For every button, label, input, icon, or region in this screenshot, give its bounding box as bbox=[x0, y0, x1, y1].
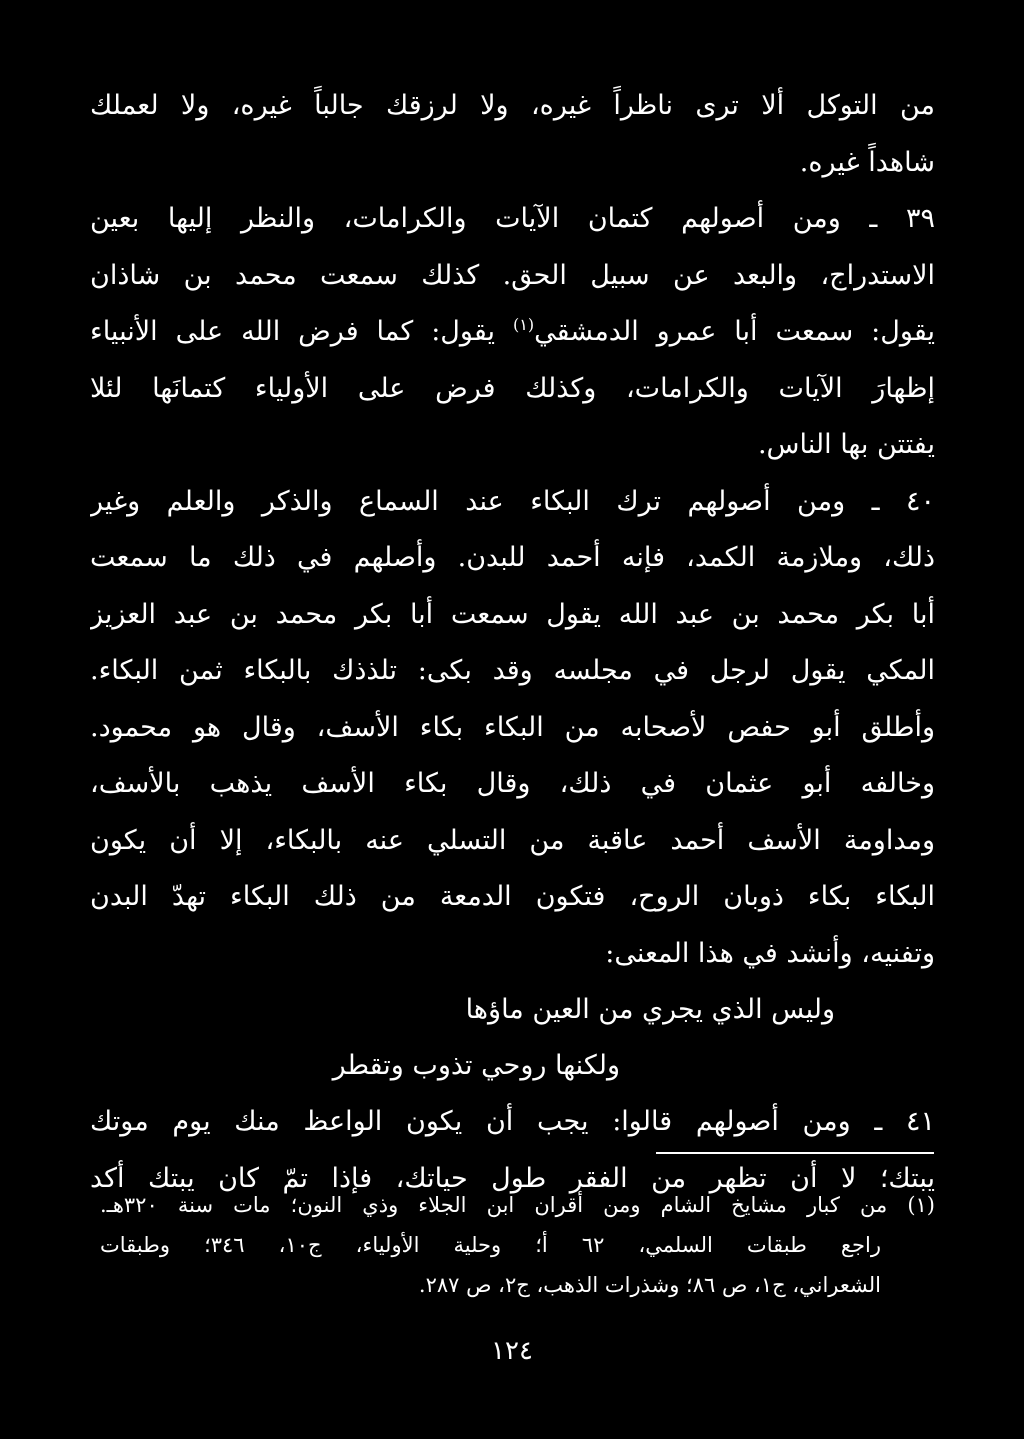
body-line-6: إظهارَ الآيات والكرامات، وكذلك فرض على الأولياء كتمانَها لئلا bbox=[90, 372, 935, 404]
body-line-9: ذلك، وملازمة الكمد، فإنه أحمد للبدن. وأصلهم في ذلك ما سمعت bbox=[90, 542, 935, 573]
body-line-5 bbox=[90, 304, 935, 361]
body-line-5-tail: يقول: كما فرض الله على الأنبياء bbox=[90, 316, 496, 347]
footnote-line-3: الشعراني، ج١، ص ٨٦؛ وشذرات الذهب، ج٢، ص ٢٨٧. bbox=[418, 1273, 881, 1297]
verse-line-1: وليس الذي يجري من العين ماؤها bbox=[465, 994, 835, 1025]
body-line-5-head: يقول: سمعت أبا عمرو الدمشقي bbox=[534, 316, 935, 347]
footnote-line-2: راجع طبقات السلمي، ٦٢ أ؛ وحلية الأولياء، ج١٠، ٣٤٦؛ وطبقات bbox=[100, 1233, 881, 1257]
footnote-reference[interactable]: (١) bbox=[513, 315, 535, 334]
footnotes bbox=[100, 1185, 935, 1305]
body-line-12: وأطلق أبو حفص لأصحابه من البكاء بكاء الأسف، وقال هو محمود. bbox=[90, 711, 935, 743]
page-number: ١٢٤ bbox=[491, 1336, 533, 1366]
body-line-15: البكاء بكاء ذوبان الروح، فتكون الدمعة من ذلك البكاء تهدّ البدن bbox=[90, 881, 935, 912]
body-line-14: ومداومة الأسف أحمد عاقبة من التسلي عنه بالبكاء، إلا أن يكون bbox=[90, 824, 935, 856]
body-line-16: وتفنيه، وأنشد في هذا المعنى: bbox=[605, 937, 935, 969]
body-line-2: شاهداً غيره. bbox=[799, 146, 935, 178]
footnote-line-1: (١) من كبار مشايخ الشام ومن أقران ابن الجلاء وذي النون؛ مات سنة ٣٢٠هـ. bbox=[100, 1193, 935, 1217]
body-line-10: أبا بكر محمد بن عبد الله يقول سمعت أبا بكر محمد بن عبد العزيز bbox=[90, 598, 935, 630]
page-body bbox=[90, 78, 935, 1207]
body-line-3: ٣٩ ـ ومن أصولهم كتمان الآيات والكرامات، والنظر إليها بعين bbox=[90, 203, 935, 234]
body-line-11: المكي يقول لرجل في مجلسه وقد بكى: تلذذك بالبكاء ثمن البكاء. bbox=[90, 655, 935, 686]
body-line-13: وخالفه أبو عثمان في ذلك، وقال بكاء الأسف يذهب بالأسف، bbox=[90, 768, 935, 799]
body-line-17: ٤١ ـ ومن أصولهم قالوا: يجب أن يكون الواعظ منك يوم موتك bbox=[90, 1106, 935, 1137]
body-line-18: يبتك؛ لا أن تظهر من الفقر طول حياتك، فإذا تمّ كان يبتك أكد bbox=[90, 1162, 935, 1194]
footnote-separator bbox=[656, 1152, 934, 1154]
verse-line-2: ولكنها روحي تذوب وتقطر bbox=[332, 1050, 620, 1081]
body-line-7: يفتتن بها الناس. bbox=[757, 429, 935, 460]
body-line-1: من التوكل ألا ترى ناظراً غيره، ولا لرزقك جالباً غيره، ولا لعملك bbox=[90, 90, 935, 121]
body-line-8: ٤٠ ـ ومن أصولهم ترك البكاء عند السماع والذكر والعلم وغير bbox=[90, 485, 935, 517]
body-line-4: الاستدراج، والبعد عن سبيل الحق. كذلك سمعت محمد بن شاذان bbox=[90, 259, 935, 291]
